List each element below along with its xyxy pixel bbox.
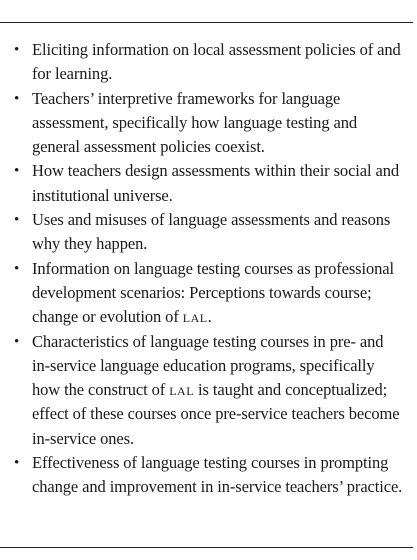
bullet-icon: • — [14, 90, 20, 107]
list-item — [0, 38, 405, 87]
list-item-text: Characteristics of language testing courses in pre- and in-service language education programs, specifically how the construct of — [32, 331, 384, 400]
bullet-icon: • — [14, 333, 20, 350]
list-item-text: Information on language testing courses as professional development scenarios: Perceptions towards course; change or evolution of — [32, 258, 394, 327]
list-item — [0, 257, 405, 330]
top-rule — [0, 22, 413, 23]
list-item — [0, 330, 405, 451]
bullet-list — [0, 38, 405, 500]
bullet-icon: • — [14, 455, 20, 472]
list-item-text-end: . — [207, 307, 212, 327]
list-item — [0, 208, 405, 257]
bottom-rule — [0, 547, 413, 548]
list-item — [0, 159, 405, 208]
list-item-text: Uses and misuses of language assessments and reasons why they happen. — [32, 210, 391, 254]
bullet-icon: • — [14, 42, 20, 58]
lal-abbreviation: lal — [169, 380, 195, 400]
list-item-text-end: is taught and conceptualized; effect of these courses once pre-service teachers become in-service ones. — [32, 380, 400, 448]
list-item-text: Eliciting information on local assessment policies of and for learning. — [32, 40, 401, 84]
list-item — [0, 87, 405, 160]
list-item — [0, 451, 405, 500]
list-item-text: Teachers’ interpretive frameworks for language assessment, specifically how language testing and general assessment policies coexist. — [32, 88, 358, 157]
lal-abbreviation: lal — [182, 307, 208, 327]
bullet-icon: • — [14, 163, 20, 180]
list-item-text: Effectiveness of language testing courses in prompting change and improvement in in-service teachers’ practice. — [32, 453, 403, 497]
bullet-icon: • — [14, 212, 20, 229]
bullet-icon: • — [14, 260, 20, 277]
list-item-text: How teachers design assessments within their social and institutional universe. — [32, 161, 400, 205]
